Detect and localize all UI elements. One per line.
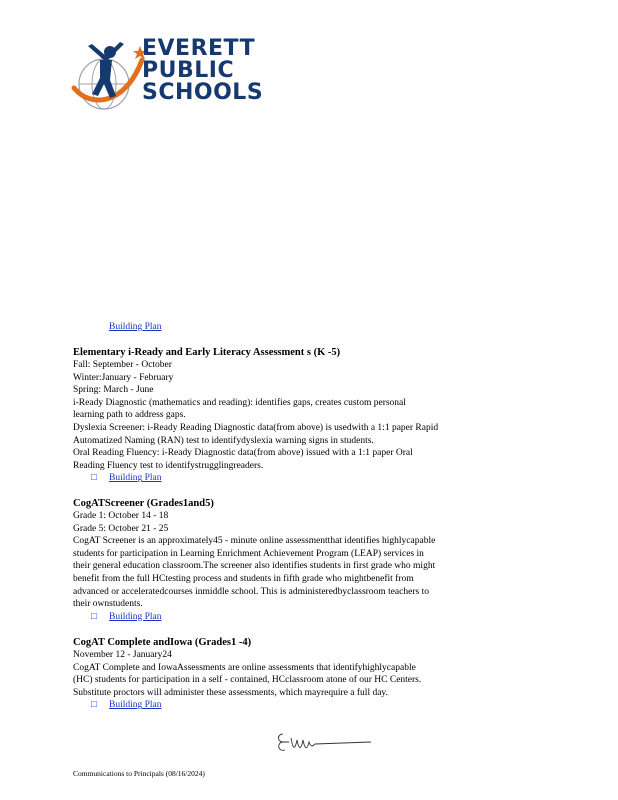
logo-line-2: PUBLIC [142,58,235,83]
logo-wordmark [142,38,263,104]
logo-line-1: EVERETT [142,36,256,61]
paragraph-line: Dyslexia Screener: i-Ready Reading Diagnostic data(from above) is usedwith a 1:1 paper Rapid [73,422,439,433]
link-text[interactable]: Building Plan [109,611,162,622]
paragraph-line: (HC) students for participation in a self - contained, HCclassroom atone of our HC Centers. [73,675,422,686]
link-text[interactable]: Building Plan [109,473,162,484]
paragraph-line: Oral Reading Fluency: i-Ready Diagnostic data(from above) issued with a 1:1 paper Oral [73,448,413,459]
paragraph-line: i-Ready Diagnostic (mathematics and reading): identifies gaps, creates custom personal [73,397,406,408]
schedule-line: November 12 - January24 [73,650,172,660]
link-text[interactable]: Building Plan [109,322,162,332]
signature-icon [275,728,375,756]
bullet-icon: □ [91,700,97,711]
building-plan-link-top[interactable] [73,321,528,334]
schedule-line: Winter:January - February [73,372,174,383]
schedule-line: Fall: September - October [73,360,172,370]
paragraph-line: CogAT Complete and IowaAssessments are online assessments that identifyhighlycapable [73,662,416,673]
section-iready [73,346,528,485]
paragraph-line: benefit from the full HCtesting process and students in fifth grade who mightbenefit from [73,573,414,584]
paragraph-line: their general education classroom.The screener also identifies students in first grade who might [73,561,436,572]
section-heading: Elementary i-Ready and Early Literacy Assessment s (K -5) [73,347,341,358]
section-heading: CogAT Complete andIowa (Grades1 -4) [73,637,252,648]
top-link-block [73,321,528,334]
bullet-icon: □ [91,611,97,622]
bullet-icon: □ [91,473,97,484]
schedule-line: Grade 5: October 21 - 25 [73,523,169,534]
link-text[interactable]: Building Plan [109,700,162,711]
footer-text: Communications to Principals (08/16/2024) [73,769,205,778]
district-logo [70,36,264,112]
paragraph-line: their ownstudents. [73,599,143,610]
section-cogat-iowa [73,636,528,712]
section-heading: CogATScreener (Grades1and5) [73,498,214,509]
paragraph-line: advanced or acceleratedcourses inmiddle school. This is administeredbyclassroom teachers to [73,586,429,597]
schedule-line: Grade 1: October 14 - 18 [73,511,169,521]
paragraph-line: Substitute proctors will administer these assessments, which mayrequire a full day. [73,687,388,698]
paragraph-line: Automatized Naming (RAN) test to identifydyslexia warning signs in students. [73,435,374,446]
paragraph-line: students for participation in Learning Enrichment Achievement Program (LEAP) services in [73,548,424,559]
paragraph-line: Reading Fluency test to identifystrugglingreaders. [73,460,264,471]
building-plan-link[interactable] [73,611,528,624]
section-cogat-screener [73,497,528,623]
logo-line-3: SCHOOLS [142,80,264,105]
schedule-line: Spring: March - June [73,385,154,396]
building-plan-link[interactable] [73,699,528,712]
building-plan-link[interactable] [73,472,528,485]
paragraph-line: learning path to address gaps. [73,410,186,421]
paragraph-line: CogAT Screener is an approximately45 - minute online assessmentthat identifies highlycapable [73,536,436,547]
logo-emblem-icon [70,36,150,112]
